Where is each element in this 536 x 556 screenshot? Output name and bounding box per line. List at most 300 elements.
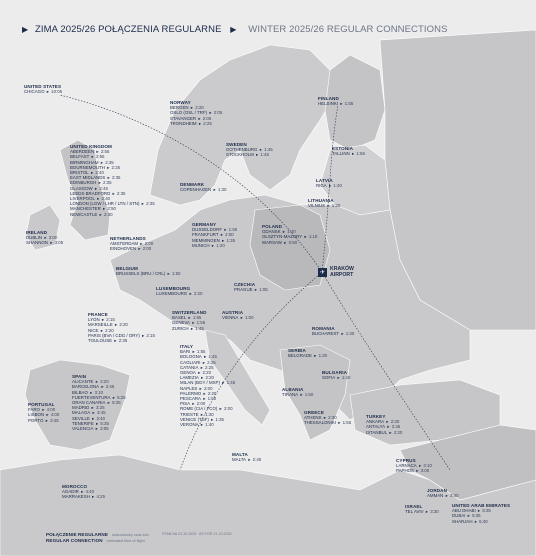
destination-city: PARIS (BVA / CDG / ORY): [88, 332, 140, 338]
arrow-icon: ▸: [111, 190, 116, 196]
country-name: UNITED STATES: [24, 84, 62, 89]
hub-name-line2: AIRPORT: [330, 272, 354, 278]
country-group: [312, 326, 354, 336]
destination-city: MANCHESTER: [70, 206, 101, 212]
flight-duration: 2:40: [101, 196, 111, 202]
flight-duration: 2:00: [144, 241, 154, 247]
flight-duration: 1:55: [196, 349, 206, 355]
flight-duration: 2:25: [111, 164, 121, 170]
destination-city: CAGLIARI: [180, 359, 201, 365]
flight-duration: 1:50: [171, 271, 181, 277]
country-name: TURKEY: [366, 414, 386, 419]
arrow-icon: ▸: [209, 416, 215, 422]
country-name: MALTA: [232, 452, 248, 457]
arrow-icon: ▸: [466, 513, 472, 519]
arrow-icon: ▸: [90, 154, 95, 160]
destination-city: MARSEILLE: [88, 322, 113, 328]
destination-row: [288, 353, 327, 358]
flight-duration: 1:55: [356, 151, 365, 157]
destination-city: HELSINKI: [318, 101, 339, 107]
footnote: STAN NA 21.10.2025 · AS FOR 21.10.2025: [162, 532, 232, 536]
destination-city: ABERDEEN: [70, 149, 95, 155]
arrow-icon: ▸: [191, 349, 196, 355]
destination-row: [316, 183, 342, 188]
country-name: DENMARK: [180, 182, 205, 187]
arrow-icon: ▸: [106, 400, 112, 406]
arrow-icon: ▸: [88, 389, 94, 395]
flight-duration: 2:20: [205, 375, 214, 381]
destination-city: GENEVA: [172, 320, 190, 326]
destination-city: PISA: [180, 401, 191, 407]
arrow-icon: ▸: [94, 420, 100, 426]
arrow-icon: ▸: [94, 426, 100, 432]
arrow-icon: ▸: [212, 187, 217, 193]
arrow-icon: ▸: [196, 370, 202, 376]
arrow-icon: ▸: [91, 410, 96, 416]
arrow-icon: ▸: [99, 159, 105, 165]
country-name: PORTUGAL: [28, 402, 55, 407]
destination-row: [312, 331, 354, 336]
legend-label-pl: POŁĄCZENIE REGULARNE: [46, 532, 108, 537]
arrow-icon: ▸: [201, 359, 207, 365]
flight-duration: 1:55: [196, 320, 206, 326]
flight-duration: 2:35: [116, 190, 126, 196]
country-group: [226, 142, 273, 158]
arrow-icon: ▸: [93, 185, 99, 191]
arrow-icon: ▸: [189, 105, 195, 111]
arrow-icon: ▸: [322, 415, 328, 421]
flight-duration: 2:20: [202, 370, 212, 376]
country-group: [180, 182, 226, 192]
destination-city: FUERTEVENTURA: [72, 394, 111, 400]
arrow-icon: ▸: [98, 211, 103, 217]
country-group: [222, 310, 254, 320]
flight-duration: 2:30: [103, 211, 113, 217]
flight-duration: 10:05: [51, 89, 63, 95]
destination-city: STOCKHOLM: [226, 152, 254, 158]
destination-city: TEL AVIV: [405, 509, 424, 515]
flight-duration: 3:40: [96, 415, 106, 421]
arrow-icon: ▸: [219, 232, 225, 238]
destination-city: TRONDHEIM: [170, 120, 197, 126]
destination-city: EINDHOVEN: [110, 246, 137, 252]
flight-duration: 2:00: [203, 385, 213, 391]
destination-city: MALTA: [232, 457, 246, 463]
flight-duration: 2:40: [95, 170, 104, 176]
arrow-icon: ▸: [97, 180, 103, 186]
flight-duration: 2:00: [225, 232, 234, 238]
arrow-icon: ▸: [197, 120, 203, 126]
destination-row: [308, 203, 340, 208]
destination-city: FRANKFURT: [192, 232, 219, 238]
arrow-icon: ▸: [223, 227, 228, 233]
flight-duration: 4:40: [85, 489, 95, 495]
destination-city: ANTALYA: [366, 424, 386, 430]
destination-row: [116, 271, 181, 276]
arrow-icon: ▸: [386, 424, 391, 430]
flight-duration: 2:15: [146, 332, 155, 338]
destination-row: [304, 420, 351, 425]
arrow-icon: ▸: [218, 406, 223, 412]
country-group: [405, 504, 439, 514]
arrow-icon: ▸: [90, 415, 96, 421]
country-group: [170, 100, 222, 126]
destination-city: FARO: [28, 407, 40, 413]
destination-city: TRIESTE: [180, 411, 199, 417]
country-name: BULGARIA: [322, 370, 348, 375]
destination-city: PESCARA: [180, 396, 201, 402]
destination-row: [332, 151, 365, 156]
flight-duration: 5:35: [482, 508, 491, 514]
destination-city: THESSALONIKI: [304, 420, 336, 426]
flight-duration: 2:20: [105, 327, 114, 333]
flight-duration: 2:30: [390, 419, 400, 425]
country-group: [304, 410, 351, 426]
country-name: ESTONIA: [332, 146, 354, 151]
flight-duration: 1:30: [345, 331, 355, 337]
destination-city: RIGA: [316, 183, 327, 189]
arrow-icon: ▸: [239, 315, 245, 321]
arrow-icon: ▸: [339, 101, 344, 107]
flight-duration: 2:55: [95, 154, 105, 160]
country-name: ITALY: [180, 344, 194, 349]
country-group: [316, 178, 342, 188]
destination-city: PALERMO: [180, 390, 202, 396]
flight-duration: 1:20: [216, 242, 225, 248]
arrow-icon: ▸: [385, 419, 390, 425]
arrow-icon: ▸: [350, 151, 356, 157]
arrow-icon: ▸: [99, 327, 105, 333]
country-name: ROMANIA: [312, 326, 335, 331]
arrow-icon: ▸: [111, 394, 117, 400]
destination-city: BELFAST: [70, 154, 90, 160]
flight-duration: 2:15: [106, 317, 115, 323]
arrow-icon: ▸: [220, 237, 226, 243]
destination-city: BASEL: [172, 315, 187, 321]
destination-city: LEEDS BRADFORD: [70, 190, 111, 196]
flight-duration: 1:05: [259, 287, 268, 293]
arrow-icon: ▸: [100, 384, 105, 390]
country-name: SERBIA: [288, 348, 306, 353]
destination-city: LISBON: [28, 412, 45, 418]
flight-duration: 2:30: [328, 415, 337, 421]
country-name: LITHUANIA: [308, 198, 334, 203]
flight-duration: 2:35: [111, 175, 121, 181]
flight-duration: 5:25: [117, 394, 126, 400]
arrow-icon: ▸: [101, 206, 107, 212]
country-name: CZECHIA: [234, 282, 256, 287]
arrow-icon: ▸: [201, 396, 207, 402]
destination-city: STAVANGER: [170, 115, 197, 121]
destination-city: GDANSK: [262, 229, 281, 235]
destination-row: [366, 430, 402, 435]
destination-row: [192, 243, 237, 248]
arrow-icon: ▸: [254, 152, 260, 158]
flight-duration: 1:40: [333, 183, 342, 189]
arrow-icon: ▸: [336, 375, 341, 381]
destination-row: [318, 101, 353, 106]
destination-city: VIENNA: [222, 315, 239, 321]
destination-row: [156, 291, 202, 296]
flight-duration: 5:35: [472, 513, 481, 519]
destination-city: BERGEN: [170, 105, 189, 111]
country-name: POLAND: [262, 224, 282, 229]
arrow-icon: ▸: [199, 422, 205, 428]
destination-city: PAPHOS: [396, 468, 414, 474]
arrow-icon: ▸: [113, 322, 119, 328]
destination-row: [222, 315, 254, 320]
destination-city: TENERIFE: [72, 420, 94, 426]
flight-duration: 2:50: [107, 206, 116, 212]
country-group: [332, 146, 365, 156]
destination-city: BOURNEMOUTH: [70, 164, 105, 170]
arrow-icon: ▸: [202, 390, 207, 396]
destination-city: MUNICH: [192, 242, 210, 248]
arrow-icon: ▸: [191, 401, 196, 407]
arrow-icon: ▸: [94, 379, 100, 385]
destination-row: [232, 457, 261, 462]
country-name: NETHERLANDS: [110, 236, 146, 241]
destination-row: [180, 422, 235, 427]
flight-duration: 2:25: [203, 120, 212, 126]
destination-city: LIVERPOOL: [70, 196, 95, 202]
destination-row: [282, 392, 313, 397]
flight-duration: 1:50: [304, 392, 314, 398]
destination-row: [172, 326, 207, 331]
arrow-icon: ▸: [137, 246, 142, 252]
arrow-icon: ▸: [197, 115, 202, 121]
arrow-icon: ▸: [424, 509, 430, 515]
destination-city: MILAN (BGY / MXP): [180, 380, 220, 386]
destination-city: EAST MIDLANDS: [70, 175, 106, 181]
destination-city: AGADIR: [62, 489, 79, 495]
flight-duration: 2:00: [223, 406, 233, 412]
flight-duration: 2:20: [393, 429, 403, 435]
flight-duration: 1:45: [260, 152, 269, 158]
flight-duration: 1:30: [205, 411, 214, 417]
country-group: [88, 312, 155, 343]
country-group: [192, 222, 237, 248]
flight-duration: 2:35: [103, 180, 112, 186]
destination-row: [234, 287, 268, 292]
destination-row: [452, 519, 510, 524]
arrow-icon: ▸: [414, 468, 420, 474]
country-name: LUXEMBOURG: [156, 286, 191, 291]
arrow-icon: ▸: [299, 392, 304, 398]
flight-duration: 2:35: [146, 201, 155, 207]
arrow-icon: ▸: [106, 175, 111, 181]
flight-duration: 1:35: [226, 237, 236, 243]
flight-duration: 1:55: [344, 101, 354, 107]
destination-city: VERONA: [180, 422, 199, 428]
country-group: [427, 488, 459, 498]
flight-duration: 1:40: [205, 422, 214, 428]
flight-duration: 1:40: [341, 375, 351, 381]
country-name: IRELAND: [26, 230, 48, 235]
arrow-icon: ▸: [199, 375, 205, 381]
destination-row: [62, 494, 105, 499]
flight-duration: 3:45: [50, 417, 59, 423]
destination-city: MEMMINGEN: [192, 237, 220, 243]
destination-city: GRAN CANARIA: [72, 400, 106, 406]
arrow-icon: ▸: [189, 325, 195, 331]
destination-city: DUBAI: [452, 513, 466, 519]
arrow-icon: ▸: [166, 271, 171, 277]
country-group: [62, 484, 105, 500]
country-group: [70, 144, 155, 217]
flight-duration: 3:00: [420, 468, 430, 474]
country-name: BELGIUM: [116, 266, 138, 271]
title-marker-icon: ▶: [22, 25, 29, 34]
destination-row: [322, 375, 350, 380]
flight-duration: 1:55: [342, 420, 352, 426]
country-name: SWITZERLAND: [172, 310, 207, 315]
country-group: [282, 387, 313, 397]
flight-duration: 4:00: [50, 412, 60, 418]
arrow-icon: ▸: [340, 331, 345, 337]
destination-city: TALLINN: [332, 151, 350, 157]
plane-icon: ✈: [319, 269, 326, 276]
legend: [46, 532, 149, 544]
destination-row: [396, 468, 432, 473]
destination-row: [88, 338, 155, 343]
destination-city: PORTO: [28, 417, 44, 423]
destination-city: BIRMINGHAM: [70, 159, 99, 165]
flight-duration: 5:40: [479, 518, 488, 524]
flight-duration: 2:35: [105, 159, 114, 165]
arrow-icon: ▸: [100, 317, 106, 323]
destination-row: [28, 418, 59, 423]
flight-duration: 5:35: [112, 400, 121, 406]
flight-duration: 2:05: [213, 110, 223, 116]
destination-row: [226, 152, 273, 157]
country-name: JORDAN: [427, 488, 447, 493]
country-group: [72, 374, 126, 431]
arrow-icon: ▸: [247, 457, 252, 463]
destination-city: DUSSELDORF: [192, 227, 223, 233]
flight-duration: 1:45: [195, 325, 204, 331]
flight-duration: 2:40: [252, 457, 262, 463]
flight-duration: 2:20: [207, 390, 217, 396]
country-group: [396, 458, 432, 474]
destination-city: MARRAKESH: [62, 494, 90, 500]
country-name: FINLAND: [318, 96, 339, 101]
destination-city: GENOA: [180, 370, 196, 376]
flight-duration: 2:20: [193, 291, 203, 297]
destination-city: LYON: [88, 317, 100, 323]
flight-duration: 2:45: [391, 424, 401, 430]
arrow-icon: ▸: [90, 405, 95, 411]
country-name: ISRAEL: [405, 504, 423, 509]
flight-duration: 5:35: [100, 420, 109, 426]
destination-city: GLASGOW: [70, 185, 93, 191]
destination-city: SOFIA: [322, 375, 336, 381]
destination-city: OLSZTYN-MAZURY: [262, 234, 303, 240]
flight-duration: 3:25: [95, 405, 105, 411]
title-pl: ZIMA 2025/26 POŁĄCZENIA REGULARNE: [35, 24, 222, 35]
arrow-icon: ▸: [473, 518, 479, 524]
flight-duration: 1:45: [208, 354, 217, 360]
destination-city: SEVILLE: [72, 415, 90, 421]
destination-city: VILNIUS: [308, 203, 326, 209]
destination-city: ALICANTE: [72, 379, 94, 385]
destination-city: VENICE (TSF): [180, 416, 209, 422]
arrow-icon: ▸: [45, 89, 51, 95]
country-group: [366, 414, 402, 435]
arrow-icon: ▸: [140, 201, 146, 207]
flight-duration: 3:10: [423, 463, 432, 469]
arrow-icon: ▸: [210, 242, 216, 248]
destination-city: VALENCIA: [72, 426, 94, 432]
destination-city: CHICAGO: [24, 89, 45, 95]
flight-duration: 3:45: [96, 410, 106, 416]
arrow-icon: ▸: [253, 287, 259, 293]
flight-duration: 3:05: [54, 240, 64, 246]
destination-row: [110, 246, 153, 251]
destination-row: [72, 426, 126, 431]
arrow-icon: ▸: [44, 417, 50, 423]
destination-city: LAMEZIA: [180, 375, 199, 381]
arrow-icon: ▸: [139, 241, 144, 247]
arrow-icon: ▸: [187, 315, 192, 321]
country-name: AUSTRIA: [222, 310, 244, 315]
arrow-icon: ▸: [199, 364, 205, 370]
title-en: WINTER 2025/26 REGULAR CONNECTIONS: [248, 24, 448, 35]
destination-city: EDINBURGH: [70, 180, 97, 186]
country-group: [116, 266, 181, 276]
country-group: [322, 370, 350, 380]
destination-city: ABU DHABI: [452, 508, 476, 514]
country-group: [24, 84, 62, 94]
destination-city: COPENHAGEN: [180, 187, 212, 193]
arrow-icon: ▸: [312, 353, 318, 359]
flight-duration: 3:20: [100, 379, 109, 385]
destination-city: BRISTOL: [70, 170, 89, 176]
destination-row: [170, 121, 222, 126]
destination-city: MALAGA: [72, 410, 91, 416]
flight-duration: 0:50: [288, 239, 298, 245]
flight-duration: 2:25: [207, 359, 216, 365]
arrow-icon: ▸: [79, 489, 85, 495]
arrow-icon: ▸: [220, 380, 226, 386]
arrow-icon: ▸: [388, 429, 393, 435]
destination-row: [262, 240, 317, 245]
destination-city: BARCELONA: [72, 384, 100, 390]
flight-duration: 4:25: [96, 494, 106, 500]
destination-city: DUBLIN: [26, 235, 43, 241]
arrow-icon: ▸: [95, 196, 101, 202]
arrow-icon: ▸: [190, 320, 196, 326]
arrow-icon: ▸: [140, 332, 146, 338]
flight-duration: 2:05: [202, 115, 212, 121]
country-group: [232, 452, 261, 462]
country-name: UNITED KINGDOM: [70, 144, 112, 149]
country-group: [28, 402, 59, 423]
country-name: GREECE: [304, 410, 325, 415]
destination-row: [180, 187, 226, 192]
destination-city: TIRANA: [282, 392, 299, 398]
arrow-icon: ▸: [105, 164, 111, 170]
flight-duration: 2:00: [196, 401, 206, 407]
destination-city: ROME (CIA / FCO): [180, 406, 218, 412]
arrow-icon: ▸: [199, 411, 205, 417]
destination-city: ANKARA: [366, 419, 385, 425]
flight-duration: 1:55: [192, 315, 202, 321]
country-name: SWEDEN: [226, 142, 247, 147]
legend-label-en: REGULAR CONNECTION: [46, 538, 103, 543]
country-group: [172, 310, 207, 331]
country-group: [262, 224, 317, 245]
